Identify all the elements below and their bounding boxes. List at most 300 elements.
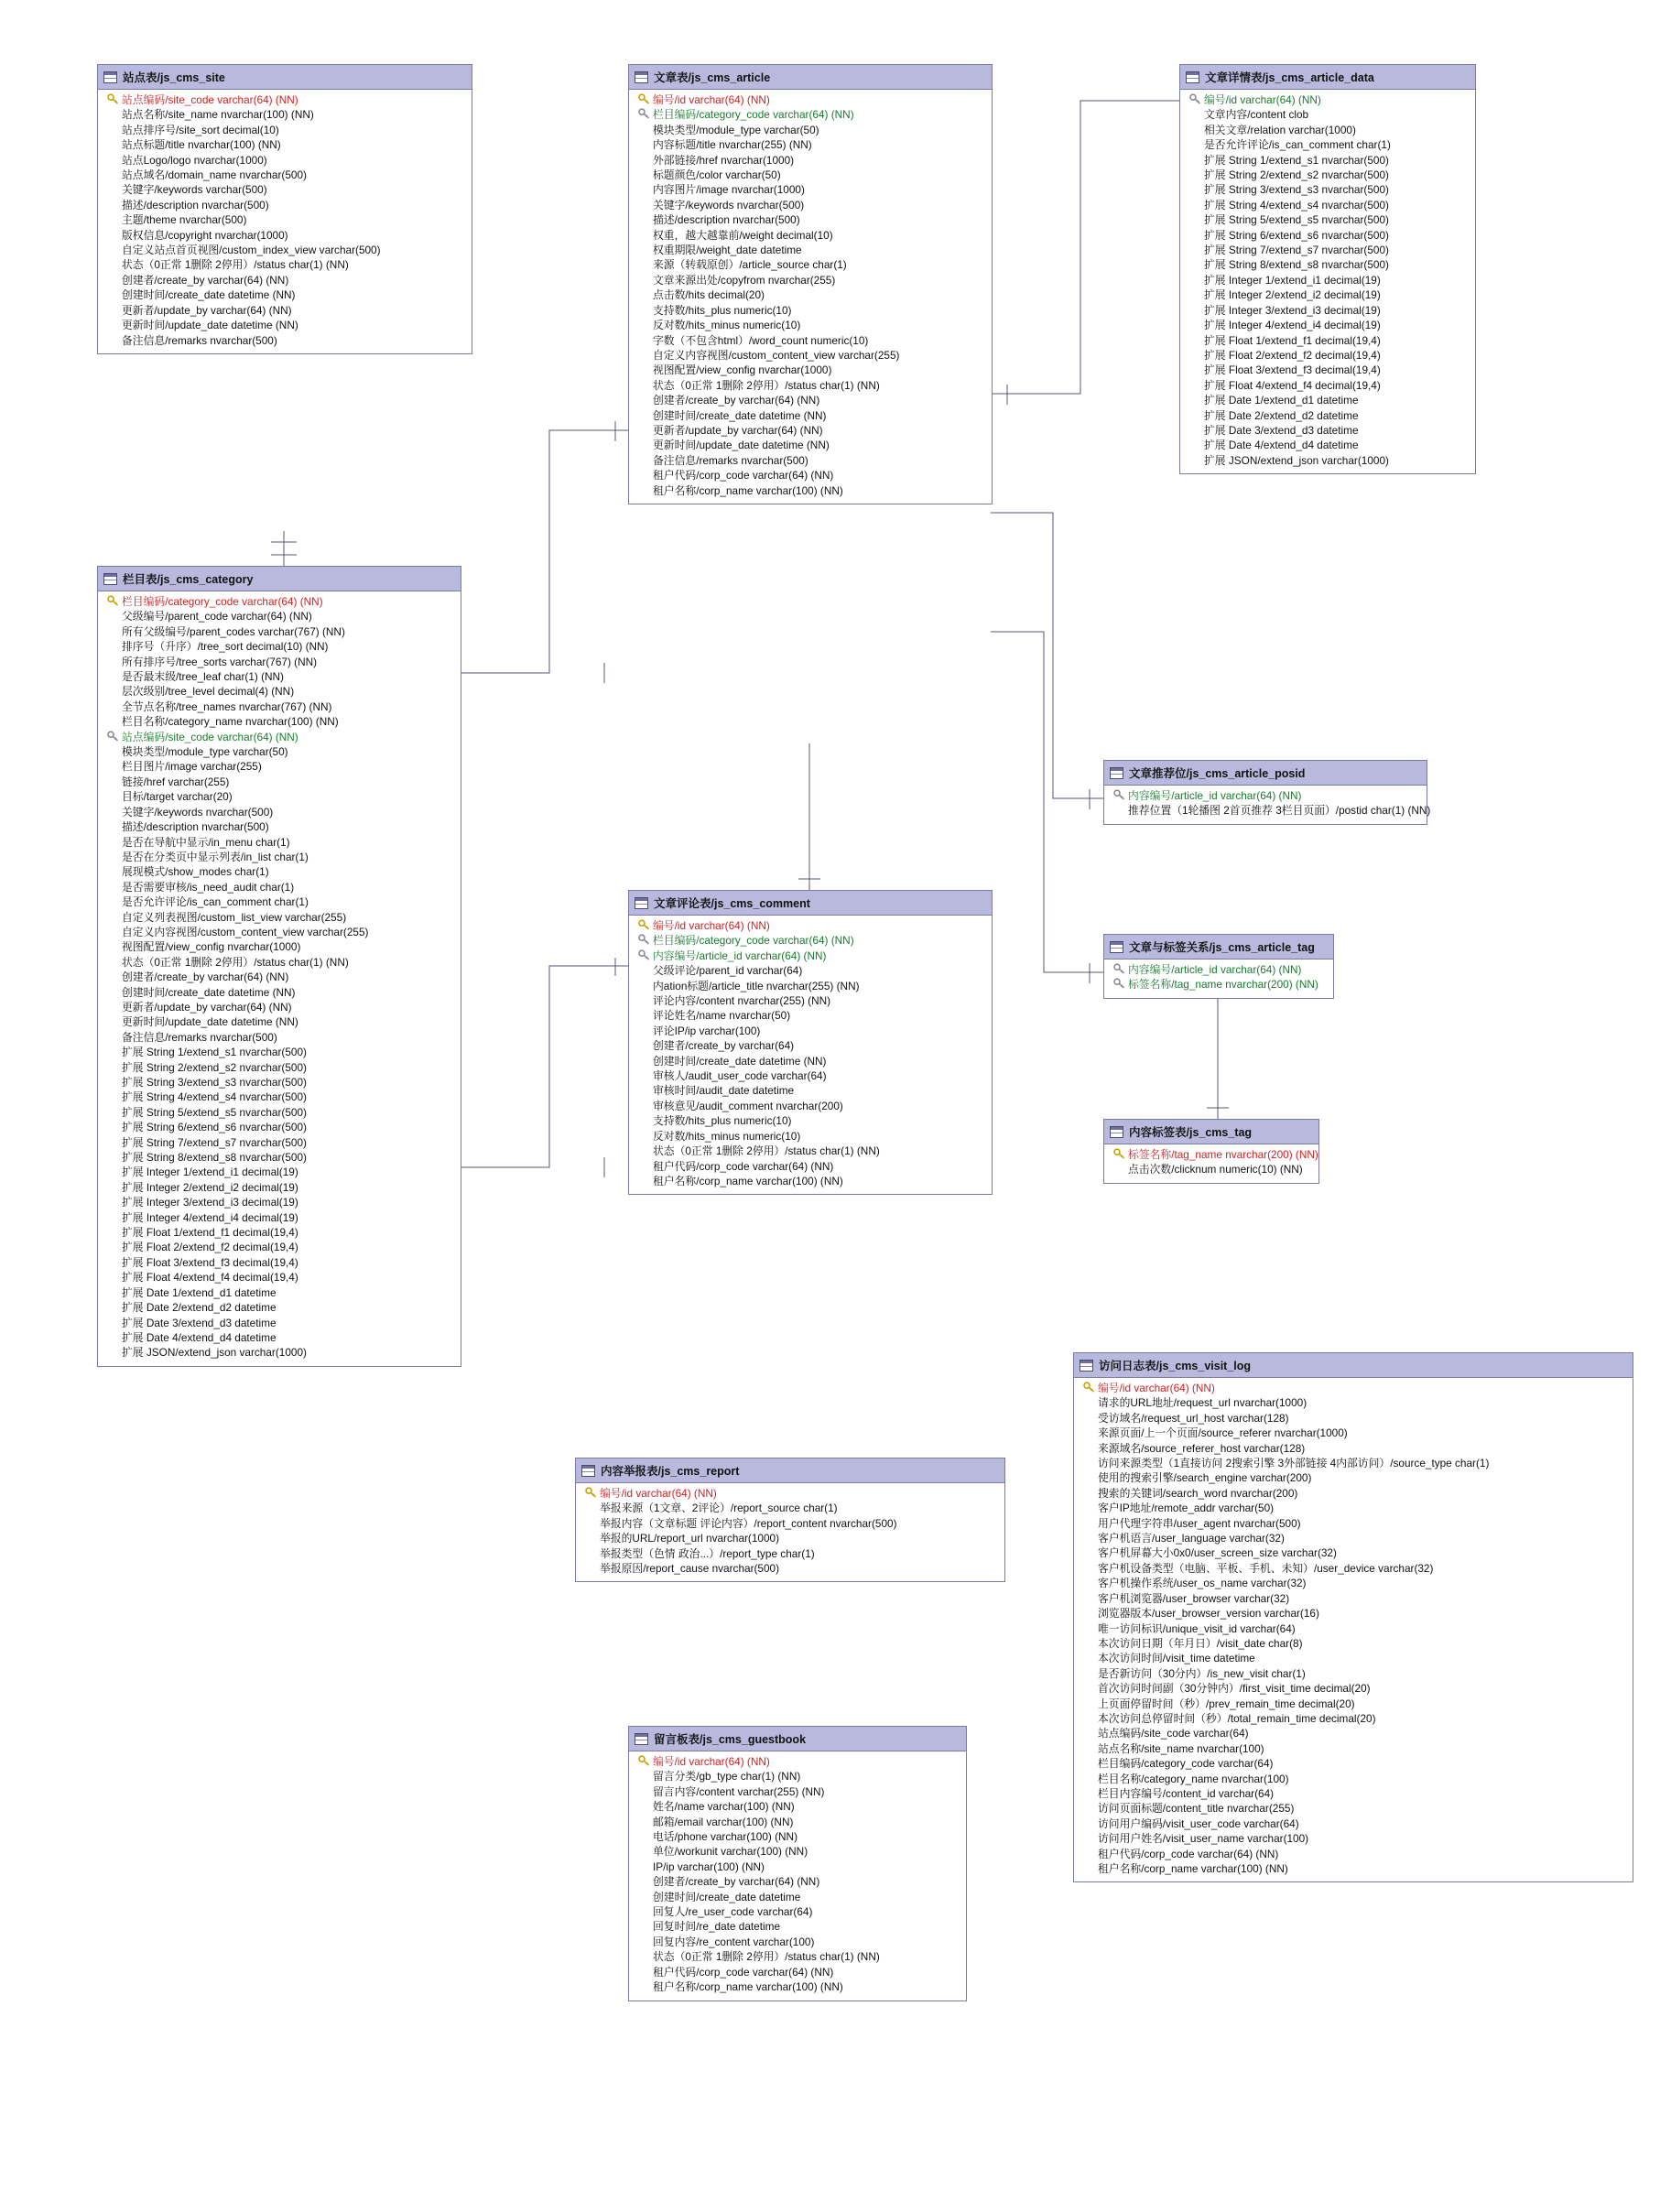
erd-field-row <box>103 910 455 925</box>
erd-field-row <box>103 835 455 850</box>
erd-table-fields <box>1074 1378 1633 1881</box>
erd-field-label: 扩展 Date 2/extend_d2 datetime <box>1204 408 1359 422</box>
erd-field-label: 扩展 String 1/extend_s1 nvarchar(500) <box>1204 153 1389 167</box>
erd-table-fields <box>576 1483 1004 1581</box>
erd-field-row <box>1080 1847 1627 1861</box>
erd-field-label: 访问用户姓名/visit_user_name varchar(100) <box>1098 1832 1309 1846</box>
erd-field-label: 描述/description nvarchar(500) <box>122 820 269 834</box>
erd-field-label: 评论姓名/name nvarchar(50) <box>653 1009 791 1023</box>
erd-field-row <box>103 1060 455 1075</box>
erd-table-fields <box>1104 1144 1318 1183</box>
erd-field-row <box>635 1113 986 1128</box>
erd-field-label: 状态（0正常 1删除 2停用）/status char(1) (NN) <box>653 378 880 392</box>
erd-field-label: 举报类型（色情 政治...）/report_type char(1) <box>600 1546 815 1560</box>
erd-field-row <box>635 1129 986 1144</box>
erd-table-title: 站点表/js_cms_site <box>123 71 225 84</box>
erd-field-label: 扩展 Float 2/extend_f2 decimal(19,4) <box>122 1241 298 1254</box>
erd-field-label: 扩展 Date 4/extend_d4 datetime <box>1204 439 1359 452</box>
erd-field-row <box>635 318 986 332</box>
erd-field-row <box>635 378 986 393</box>
erd-field-row <box>103 1195 455 1209</box>
erd-field-label: 内容标题/title nvarchar(255) (NN) <box>653 138 812 152</box>
erd-field-label: 客户机操作系统/user_os_name varchar(32) <box>1098 1577 1307 1590</box>
erd-field-row <box>1186 92 1470 107</box>
erd-table-header <box>1104 1120 1318 1144</box>
primary-key-icon <box>638 919 650 930</box>
foreign-key-icon <box>638 934 650 945</box>
erd-field-row <box>103 730 455 744</box>
erd-field-label: 内ation标题/article_title nvarchar(255) (NN) <box>653 979 860 992</box>
erd-table-article_tag[interactable] <box>1103 934 1334 999</box>
erd-field-label: 字数（不包含html）/word_count numeric(10) <box>653 333 869 347</box>
erd-field-label: 扩展 Integer 4/extend_i4 decimal(19) <box>122 1210 298 1224</box>
erd-field-row <box>103 925 455 939</box>
erd-field-row <box>581 1546 999 1561</box>
erd-field-row <box>635 228 986 243</box>
erd-table-title: 文章推荐位/js_cms_article_posid <box>1129 767 1306 780</box>
erd-table-fields <box>1104 960 1333 998</box>
erd-field-row <box>1186 438 1470 452</box>
erd-field-row <box>1080 1441 1627 1456</box>
erd-table-header <box>629 65 992 90</box>
erd-field-row <box>1186 212 1470 227</box>
erd-table-site[interactable] <box>97 64 472 354</box>
erd-field-row <box>103 985 455 1000</box>
erd-field-label: 浏览器版本/user_browser_version varchar(16) <box>1098 1607 1319 1621</box>
erd-field-row <box>103 137 466 152</box>
erd-field-label: 扩展 Integer 3/extend_i3 decimal(19) <box>122 1196 298 1209</box>
erd-field-label: 首次访问时间副（30分钟内）/first_visit_time decimal(20) <box>1098 1682 1371 1696</box>
erd-table-fields <box>1104 786 1431 824</box>
erd-field-row <box>635 468 986 483</box>
erd-field-row <box>1110 803 1431 818</box>
erd-field-row <box>635 408 986 423</box>
erd-field-row <box>1080 1636 1627 1651</box>
erd-field-label: 备注信息/remarks nvarchar(500) <box>122 333 277 347</box>
erd-field-row <box>103 789 455 804</box>
erd-field-label: 是否新访问（30分内）/is_new_visit char(1) <box>1098 1666 1306 1680</box>
primary-key-slot <box>635 918 653 933</box>
erd-field-label: 关键字/keywords nvarchar(500) <box>122 805 274 819</box>
erd-field-row <box>635 1904 960 1919</box>
primary-key-icon <box>585 1487 597 1498</box>
erd-field-label: 电话/phone varchar(100) (NN) <box>653 1830 798 1844</box>
erd-field-label: 扩展 Integer 2/extend_i2 decimal(19) <box>122 1180 298 1194</box>
erd-table-guestbook[interactable] <box>628 1726 967 2001</box>
erd-table-category[interactable] <box>97 566 461 1367</box>
erd-field-row <box>635 1935 960 1949</box>
erd-field-label: 站点Logo/logo nvarchar(1000) <box>122 153 267 167</box>
erd-field-row <box>1080 1545 1627 1560</box>
erd-field-row <box>103 864 455 879</box>
erd-field-label: 扩展 String 7/extend_s7 nvarchar(500) <box>1204 244 1389 257</box>
table-icon <box>1110 1126 1123 1138</box>
erd-field-row <box>635 933 986 948</box>
erd-field-row <box>635 1159 986 1174</box>
erd-table-article_data[interactable] <box>1179 64 1476 474</box>
erd-field-row <box>103 1316 455 1330</box>
erd-field-label: 租户代码/corp_code varchar(64) (NN) <box>653 1159 834 1173</box>
erd-field-label: 扩展 Float 3/extend_f3 decimal(19,4) <box>1204 363 1381 377</box>
primary-key-icon <box>638 1755 650 1766</box>
erd-field-label: 自定义站点首页视图/custom_index_view varchar(500) <box>122 244 381 257</box>
erd-field-label: 标签名称/tag_name nvarchar(200) (NN) <box>1128 978 1318 992</box>
erd-field-label: 编号/id varchar(64) (NN) <box>1098 1382 1215 1394</box>
foreign-key-slot <box>635 933 653 948</box>
table-icon <box>1110 767 1123 779</box>
erd-field-label: 创建者/create_by varchar(64) (NN) <box>122 970 289 984</box>
erd-field-label: 反对数/hits_minus numeric(10) <box>653 319 801 332</box>
erd-field-label: 更新者/update_by varchar(64) (NN) <box>653 423 823 437</box>
erd-field-row <box>581 1516 999 1531</box>
erd-field-row <box>1080 1395 1627 1410</box>
erd-table-tag[interactable] <box>1103 1119 1319 1184</box>
erd-field-label: 内容编号/article_id varchar(64) (NN) <box>1128 789 1302 802</box>
erd-field-label: 扩展 String 8/extend_s8 nvarchar(500) <box>122 1151 307 1165</box>
erd-field-row <box>1186 257 1470 272</box>
erd-table-visit_log[interactable] <box>1073 1352 1633 1882</box>
erd-field-label: 站点标题/title nvarchar(100) (NN) <box>122 138 281 152</box>
erd-field-row <box>1186 123 1470 137</box>
erd-field-row <box>581 1501 999 1515</box>
erd-field-row <box>1080 1831 1627 1846</box>
erd-field-row <box>635 979 986 993</box>
erd-table-header <box>1104 761 1427 786</box>
erd-field-label: 状态（0正常 1删除 2停用）/status char(1) (NN) <box>653 1144 880 1158</box>
erd-field-label: 回复内容/re_content varchar(100) <box>653 1935 815 1948</box>
erd-field-row <box>635 1144 986 1158</box>
erd-field-row <box>635 257 986 272</box>
erd-field-label: 客户机浏览器/user_browser varchar(32) <box>1098 1591 1290 1605</box>
erd-field-row <box>635 1874 960 1889</box>
erd-field-label: 扩展 String 6/extend_s6 nvarchar(500) <box>122 1121 307 1134</box>
erd-field-row <box>103 123 466 137</box>
erd-field-label: 扩展 Integer 3/extend_i3 decimal(19) <box>1204 303 1381 317</box>
erd-field-label: 栏目编码/category_code varchar(64) (NN) <box>653 934 854 948</box>
erd-field-row <box>1080 1576 1627 1590</box>
erd-field-row <box>103 287 466 302</box>
erd-field-label: 来源域名/source_referer_host varchar(128) <box>1098 1441 1306 1455</box>
erd-field-label: 来源页面/上一个页面/source_referer nvarchar(1000) <box>1098 1426 1348 1440</box>
erd-field-row <box>635 438 986 452</box>
erd-field-label: 栏目编码/category_code varchar(64) (NN) <box>653 108 854 122</box>
erd-table-title: 留言板表/js_cms_guestbook <box>654 1733 807 1746</box>
foreign-key-slot <box>1110 977 1128 992</box>
erd-field-label: 扩展 Float 1/extend_f1 decimal(19,4) <box>1204 333 1381 347</box>
erd-field-row <box>1186 153 1470 168</box>
erd-field-label: 租户名称/corp_name varchar(100) (NN) <box>653 1174 843 1187</box>
erd-field-row <box>1186 333 1470 348</box>
erd-field-row <box>103 970 455 984</box>
erd-field-label: 创建时间/create_date datetime (NN) <box>122 288 296 302</box>
erd-field-label: 视图配置/view_config nvarchar(1000) <box>122 940 301 954</box>
erd-field-row <box>635 333 986 348</box>
erd-field-label: 举报内容（文章标题 评论内容）/report_content nvarchar(500) <box>600 1516 897 1530</box>
erd-field-label: 视图配置/view_config nvarchar(1000) <box>653 363 832 377</box>
foreign-key-icon <box>1113 963 1125 974</box>
erd-field-row <box>635 1979 960 1994</box>
erd-field-label: 扩展 Float 3/extend_f3 decimal(19,4) <box>122 1255 298 1269</box>
erd-field-row <box>1080 1591 1627 1606</box>
erd-field-row <box>635 363 986 377</box>
erd-field-row <box>103 594 455 609</box>
erd-field-label: 站点排序号/site_sort decimal(10) <box>122 123 279 136</box>
erd-field-label: 姓名/name varchar(100) (NN) <box>653 1800 795 1814</box>
erd-table-title: 栏目表/js_cms_category <box>123 573 254 586</box>
erd-field-row <box>1080 1531 1627 1545</box>
erd-field-row <box>1186 107 1470 122</box>
erd-field-label: 租户代码/corp_code varchar(64) (NN) <box>1098 1847 1279 1860</box>
erd-field-row <box>103 257 466 272</box>
erd-field-row <box>103 182 466 197</box>
erd-field-row <box>635 123 986 137</box>
erd-field-label: 客户机屏幕大小0x0/user_screen_size varchar(32) <box>1098 1546 1337 1560</box>
erd-field-row <box>1110 977 1328 992</box>
erd-table-fields <box>629 1751 966 2001</box>
erd-field-row <box>635 453 986 468</box>
erd-field-label: 反对数/hits_minus numeric(10) <box>653 1129 801 1143</box>
table-icon <box>103 573 117 585</box>
erd-field-label: 栏目图片/image varchar(255) <box>122 760 262 774</box>
erd-field-label: 创建者/create_by varchar(64) (NN) <box>653 394 820 407</box>
erd-field-label: 客户IP地址/remote_addr varchar(50) <box>1098 1502 1275 1515</box>
erd-field-label: 站点编码/site_code varchar(64) (NN) <box>122 93 298 106</box>
erd-field-label: 是否最末级/tree_leaf char(1) (NN) <box>122 670 284 684</box>
erd-field-row <box>635 423 986 438</box>
erd-field-row <box>635 1965 960 1979</box>
erd-field-label: 更新时间/update_date datetime (NN) <box>122 319 298 332</box>
erd-field-label: 扩展 String 3/extend_s3 nvarchar(500) <box>1204 183 1389 197</box>
erd-field-row <box>635 137 986 152</box>
erd-field-label: 扩展 String 3/extend_s3 nvarchar(500) <box>122 1076 307 1089</box>
erd-field-label: 创建者/create_by varchar(64) (NN) <box>122 273 289 287</box>
erd-field-row <box>1080 1411 1627 1426</box>
erd-field-row <box>1080 1726 1627 1740</box>
erd-field-label: 自定义内容视图/custom_content_view varchar(255) <box>653 348 900 362</box>
erd-field-label: 评论IP/ip varchar(100) <box>653 1024 761 1037</box>
erd-field-label: 租户名称/corp_name varchar(100) (NN) <box>1098 1862 1288 1875</box>
primary-key-icon <box>1113 1148 1125 1159</box>
erd-field-row <box>635 1890 960 1904</box>
erd-field-label: 编号/id varchar(64) (NN) <box>1204 93 1321 106</box>
erd-field-label: 租户名称/corp_name varchar(100) (NN) <box>653 483 843 497</box>
erd-field-row <box>635 393 986 407</box>
erd-field-row <box>103 1345 455 1360</box>
erd-field-row <box>635 963 986 978</box>
erd-table-comment[interactable] <box>628 890 993 1195</box>
erd-field-row <box>103 333 466 348</box>
erd-field-label: 唯一访问标识/unique_visit_id varchar(64) <box>1098 1621 1296 1635</box>
erd-field-row <box>103 669 455 684</box>
erd-field-row <box>103 1255 455 1270</box>
erd-field-row <box>635 993 986 1008</box>
erd-field-label: 扩展 Float 4/extend_f4 decimal(19,4) <box>122 1271 298 1285</box>
erd-field-label: 是否需要审核/is_need_audit char(1) <box>122 880 295 894</box>
primary-key-icon <box>638 93 650 104</box>
foreign-key-slot <box>635 949 653 963</box>
erd-field-label: 举报来源（1文章、2评论）/report_source char(1) <box>600 1502 838 1515</box>
erd-field-label: 扩展 String 2/extend_s2 nvarchar(500) <box>122 1060 307 1074</box>
erd-field-label: 父级评论/parent_id varchar(64) <box>653 964 803 978</box>
erd-field-row <box>1110 962 1328 977</box>
erd-field-label: 扩展 Integer 2/extend_i2 decimal(19) <box>1204 288 1381 302</box>
erd-field-label: 站点名称/site_name nvarchar(100) (NN) <box>122 108 314 122</box>
erd-field-label: 版权信息/copyright nvarchar(1000) <box>122 228 288 242</box>
erd-field-row <box>581 1561 999 1576</box>
erd-table-header <box>576 1458 1004 1483</box>
erd-field-label: 更新者/update_by varchar(64) (NN) <box>122 303 292 317</box>
erd-table-fields <box>629 916 992 1194</box>
erd-field-row <box>103 714 455 729</box>
erd-field-row <box>1080 1621 1627 1636</box>
erd-field-label: 扩展 String 7/extend_s7 nvarchar(500) <box>122 1135 307 1149</box>
erd-field-label: 站点编码/site_code varchar(64) (NN) <box>122 730 298 743</box>
erd-field-row <box>1186 273 1470 287</box>
erd-field-label: 扩展 Date 1/extend_d1 datetime <box>122 1285 277 1299</box>
erd-field-label: 扩展 Integer 4/extend_i4 decimal(19) <box>1204 319 1381 332</box>
erd-field-label: 支持数/hits_plus numeric(10) <box>653 303 792 317</box>
erd-field-label: 扩展 Date 3/extend_d3 datetime <box>122 1316 277 1329</box>
erd-field-label: 编号/id varchar(64) (NN) <box>653 919 770 932</box>
erd-table-title: 访问日志表/js_cms_visit_log <box>1099 1360 1252 1372</box>
erd-table-fields <box>98 90 472 353</box>
erd-field-row <box>635 483 986 498</box>
foreign-key-slot <box>1110 788 1128 803</box>
foreign-key-icon <box>1113 789 1125 800</box>
erd-field-label: 权重，越大越靠前/weight decimal(10) <box>653 228 833 242</box>
erd-field-label: 创建时间/create_date datetime (NN) <box>653 408 827 422</box>
erd-field-label: 租户名称/corp_name varchar(100) (NN) <box>653 1980 843 1994</box>
erd-field-row <box>635 1844 960 1859</box>
erd-field-label: 链接/href varchar(255) <box>122 775 230 788</box>
erd-field-row <box>103 303 466 318</box>
erd-table-article_posid[interactable] <box>1103 760 1431 825</box>
erd-field-label: 所有父级编号/parent_codes varchar(767) (NN) <box>122 624 345 638</box>
erd-field-row <box>103 273 466 287</box>
erd-table-header <box>1104 935 1333 960</box>
erd-table-title: 文章评论表/js_cms_comment <box>654 897 810 910</box>
erd-field-row <box>103 699 455 714</box>
erd-field-row <box>1186 303 1470 318</box>
erd-field-row <box>635 287 986 302</box>
erd-field-label: 更新时间/update_date datetime (NN) <box>653 439 830 452</box>
erd-field-label: 扩展 String 4/extend_s4 nvarchar(500) <box>1204 198 1389 211</box>
foreign-key-icon <box>638 108 650 119</box>
erd-table-article[interactable] <box>628 64 993 504</box>
primary-key-icon <box>107 93 119 104</box>
erd-field-row <box>635 107 986 122</box>
erd-field-row <box>1186 198 1470 212</box>
erd-field-label: 审核人/audit_user_code varchar(64) <box>653 1069 827 1083</box>
erd-field-label: 回复时间/re_date datetime <box>653 1920 780 1934</box>
erd-field-row <box>1080 1456 1627 1470</box>
primary-key-slot <box>581 1486 600 1501</box>
erd-field-row <box>1080 1801 1627 1816</box>
erd-field-row <box>103 1075 455 1090</box>
erd-field-row <box>103 1045 455 1059</box>
erd-field-label: 扩展 String 8/extend_s8 nvarchar(500) <box>1204 258 1389 272</box>
erd-field-row <box>103 228 466 243</box>
foreign-key-slot <box>103 730 122 744</box>
erd-field-label: 扩展 Integer 1/extend_i1 decimal(19) <box>1204 273 1381 287</box>
erd-field-row <box>635 92 986 107</box>
erd-field-row <box>1186 287 1470 302</box>
erd-field-label: 扩展 Float 2/extend_f2 decimal(19,4) <box>1204 348 1381 362</box>
erd-field-row <box>635 1860 960 1874</box>
erd-field-row <box>1186 378 1470 393</box>
erd-field-label: 支持数/hits_plus numeric(10) <box>653 1114 792 1128</box>
erd-field-label: 扩展 Date 4/extend_d4 datetime <box>122 1330 277 1344</box>
erd-field-label: 是否允许评论/is_can_comment char(1) <box>122 895 309 909</box>
primary-key-slot <box>635 92 653 107</box>
erd-field-label: 受访域名/request_url_host varchar(128) <box>1098 1411 1289 1425</box>
erd-field-row <box>1186 228 1470 243</box>
erd-field-label: 父级编号/parent_code varchar(64) (NN) <box>122 610 312 623</box>
erd-field-label: 描述/description nvarchar(500) <box>653 213 800 227</box>
erd-field-row <box>635 1174 986 1188</box>
erd-field-label: 使用的搜索引擎/search_engine varchar(200) <box>1098 1471 1312 1485</box>
erd-field-label: 扩展 Float 1/extend_f1 decimal(19,4) <box>122 1226 298 1240</box>
erd-field-label: 举报原因/report_cause nvarchar(500) <box>600 1562 780 1576</box>
erd-field-row <box>635 1099 986 1113</box>
erd-field-row <box>1080 1697 1627 1711</box>
erd-table-report[interactable] <box>575 1458 1005 1582</box>
erd-field-label: 扩展 Date 3/extend_d3 datetime <box>1204 423 1359 437</box>
erd-field-row <box>103 1210 455 1225</box>
table-icon <box>103 71 117 83</box>
erd-table-title: 内容举报表/js_cms_report <box>601 1465 740 1478</box>
erd-field-row <box>635 1083 986 1098</box>
erd-field-label: 编号/id varchar(64) (NN) <box>653 93 770 106</box>
erd-field-row <box>635 1799 960 1814</box>
erd-field-label: 目标/target varchar(20) <box>122 790 233 804</box>
primary-key-slot <box>1080 1381 1098 1395</box>
erd-field-row <box>1186 182 1470 197</box>
erd-field-label: 排序号（升序）/tree_sort decimal(10) (NN) <box>122 640 329 654</box>
erd-table-header <box>1074 1353 1633 1378</box>
erd-field-row <box>1080 1470 1627 1485</box>
erd-field-label: 扩展 String 5/extend_s5 nvarchar(500) <box>122 1105 307 1119</box>
erd-field-label: 创建时间/create_date datetime (NN) <box>122 985 296 999</box>
erd-field-label: 扩展 String 5/extend_s5 nvarchar(500) <box>1204 213 1389 227</box>
erd-field-row <box>103 1240 455 1254</box>
erd-field-label: 状态（0正常 1删除 2停用）/status char(1) (NN) <box>122 258 349 272</box>
erd-field-label: 栏目名称/category_name nvarchar(100) <box>1098 1772 1289 1785</box>
erd-field-label: 搜索的关键词/search_word nvarchar(200) <box>1098 1486 1298 1500</box>
erd-field-label: 备注信息/remarks nvarchar(500) <box>122 1030 277 1044</box>
erd-field-row <box>635 1024 986 1038</box>
erd-field-row <box>103 153 466 168</box>
erd-field-label: 推荐位置（1轮播图 2首页推荐 3栏目页面）/postid char(1) (NN) <box>1128 804 1431 818</box>
erd-table-fields <box>1180 90 1475 473</box>
erd-field-label: 编号/id varchar(64) (NN) <box>653 1755 770 1768</box>
erd-field-label: 回复人/re_user_code varchar(64) <box>653 1905 813 1919</box>
erd-field-row <box>103 1330 455 1345</box>
erd-field-row <box>635 243 986 257</box>
erd-field-label: 访问用户编码/visit_user_code varchar(64) <box>1098 1816 1299 1830</box>
table-icon <box>635 71 648 83</box>
erd-field-row <box>103 107 466 122</box>
erd-field-row <box>103 805 455 819</box>
erd-field-row <box>635 153 986 168</box>
erd-table-title: 文章详情表/js_cms_article_data <box>1205 71 1374 84</box>
erd-field-row <box>103 1150 455 1165</box>
erd-field-row <box>635 1784 960 1799</box>
erd-field-row <box>1080 1666 1627 1681</box>
erd-field-row <box>1186 408 1470 423</box>
erd-field-label: 扩展 Date 1/extend_d1 datetime <box>1204 394 1359 407</box>
erd-field-label: 标签名称/tag_name nvarchar(200) (NN) <box>1128 1148 1318 1161</box>
